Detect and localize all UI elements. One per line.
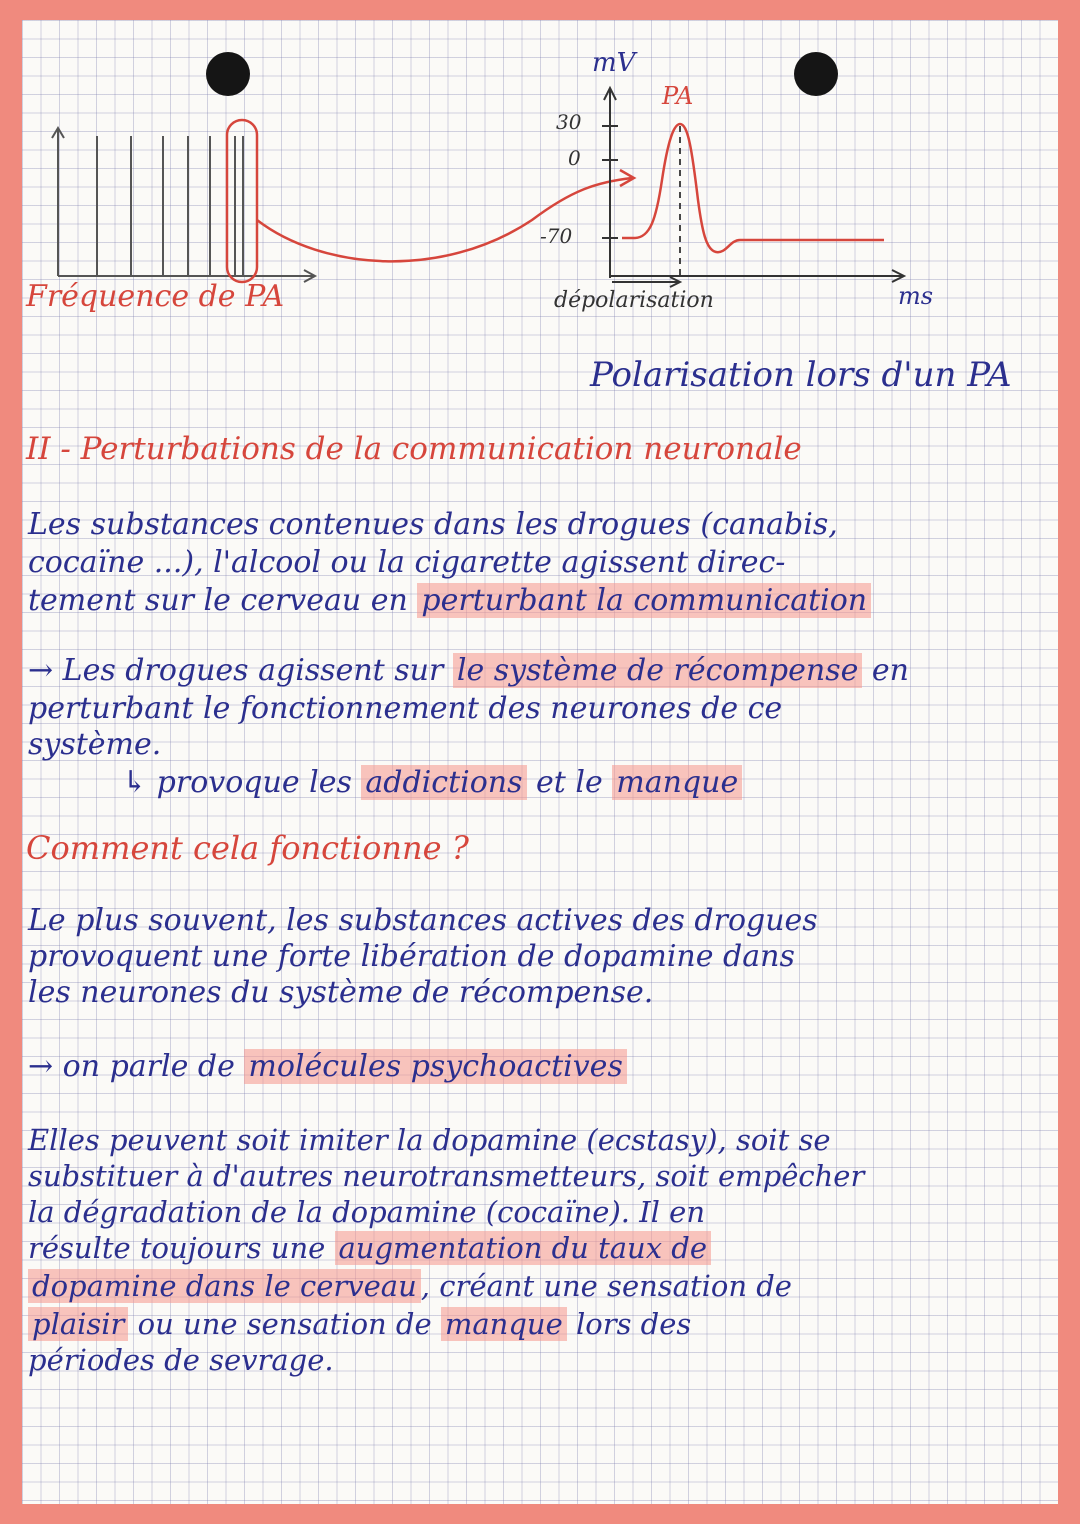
p2-line4-mid: et le <box>526 765 613 800</box>
highlight-manque: manque <box>612 765 742 800</box>
p4-line <box>28 1049 627 1084</box>
zoom-connector <box>257 178 632 261</box>
p5-line1: Elles peuvent soit imiter la dopamine (ecstasy), soit se <box>28 1123 831 1157</box>
pa-peak-label: PA <box>662 82 694 110</box>
mv-axis-label: mV <box>592 48 636 78</box>
p2-line3: système. <box>28 727 162 762</box>
p1-line3 <box>28 583 871 618</box>
tick-30-label: 30 <box>556 110 582 134</box>
p4-text: → on parle de <box>28 1049 245 1084</box>
p3-line3: les neurones du système de récompense. <box>28 975 654 1010</box>
highlight-perturbant: perturbant la communication <box>417 583 871 618</box>
p2-line4 <box>122 765 742 800</box>
highlight-manque-2: manque <box>441 1307 567 1341</box>
section-title: II - Perturbations de la communication neuronale <box>26 431 802 467</box>
p1-line1: Les substances contenues dans les drogues (canabis, <box>28 507 838 542</box>
p2-line4-text: ↳ provoque les <box>122 765 362 800</box>
highlight-systeme-recompense: le système de récompense <box>453 653 863 688</box>
p5-line5-text: , créant une sensation de <box>420 1269 792 1303</box>
tick-0-label: 0 <box>568 146 581 170</box>
p2-line1-end: en <box>862 653 909 688</box>
p1-line3-text: tement sur le cerveau en <box>28 583 418 618</box>
question-heading: Comment cela fonctionne ? <box>26 829 469 867</box>
highlight-plaisir: plaisir <box>28 1307 128 1341</box>
p2-line1 <box>28 653 909 688</box>
p5-line6-end: lors des <box>566 1307 692 1341</box>
p5-line7: périodes de sevrage. <box>28 1343 334 1377</box>
p5-line5 <box>28 1269 792 1303</box>
pa-trace <box>622 124 884 252</box>
p5-line2: substituer à d'autres neurotransmetteurs, soit empêcher <box>28 1159 865 1193</box>
p2-line2: perturbant le fonctionnement des neurones de ce <box>28 691 783 726</box>
p5-line6 <box>28 1307 692 1341</box>
figure-caption: Polarisation lors d'un PA <box>590 355 1012 395</box>
p3-line1: Le plus souvent, les substances actives des drogues <box>28 903 818 938</box>
highlight-addictions: addictions <box>361 765 526 800</box>
frequency-label: Fréquence de PA <box>26 279 285 314</box>
p5-line4-text: résulte toujours une <box>28 1231 335 1265</box>
highlight-augmentation: augmentation du taux de <box>335 1231 711 1265</box>
p5-line6-text: ou une sensation de <box>128 1307 441 1341</box>
p3-line2: provoquent une forte libération de dopamine dans <box>28 939 795 974</box>
notebook-page <box>22 20 1058 1504</box>
highlight-molecules: molécules psychoactives <box>244 1049 626 1084</box>
freq-spikes <box>97 136 243 276</box>
p5-line3: la dégradation de la dopamine (cocaïne). Il en <box>28 1195 705 1229</box>
depolarisation-label: dépolarisation <box>554 288 714 313</box>
p1-line2: cocaïne ...), l'alcool ou la cigarette agissent direc- <box>28 545 786 580</box>
ms-unit-label: ms <box>898 282 934 310</box>
p2-line1-text: → Les drogues agissent sur <box>28 653 453 688</box>
highlight-dopamine-cerveau: dopamine dans le cerveau <box>28 1269 421 1303</box>
p5-line4 <box>28 1231 711 1265</box>
tick-minus70-label: -70 <box>540 224 573 248</box>
